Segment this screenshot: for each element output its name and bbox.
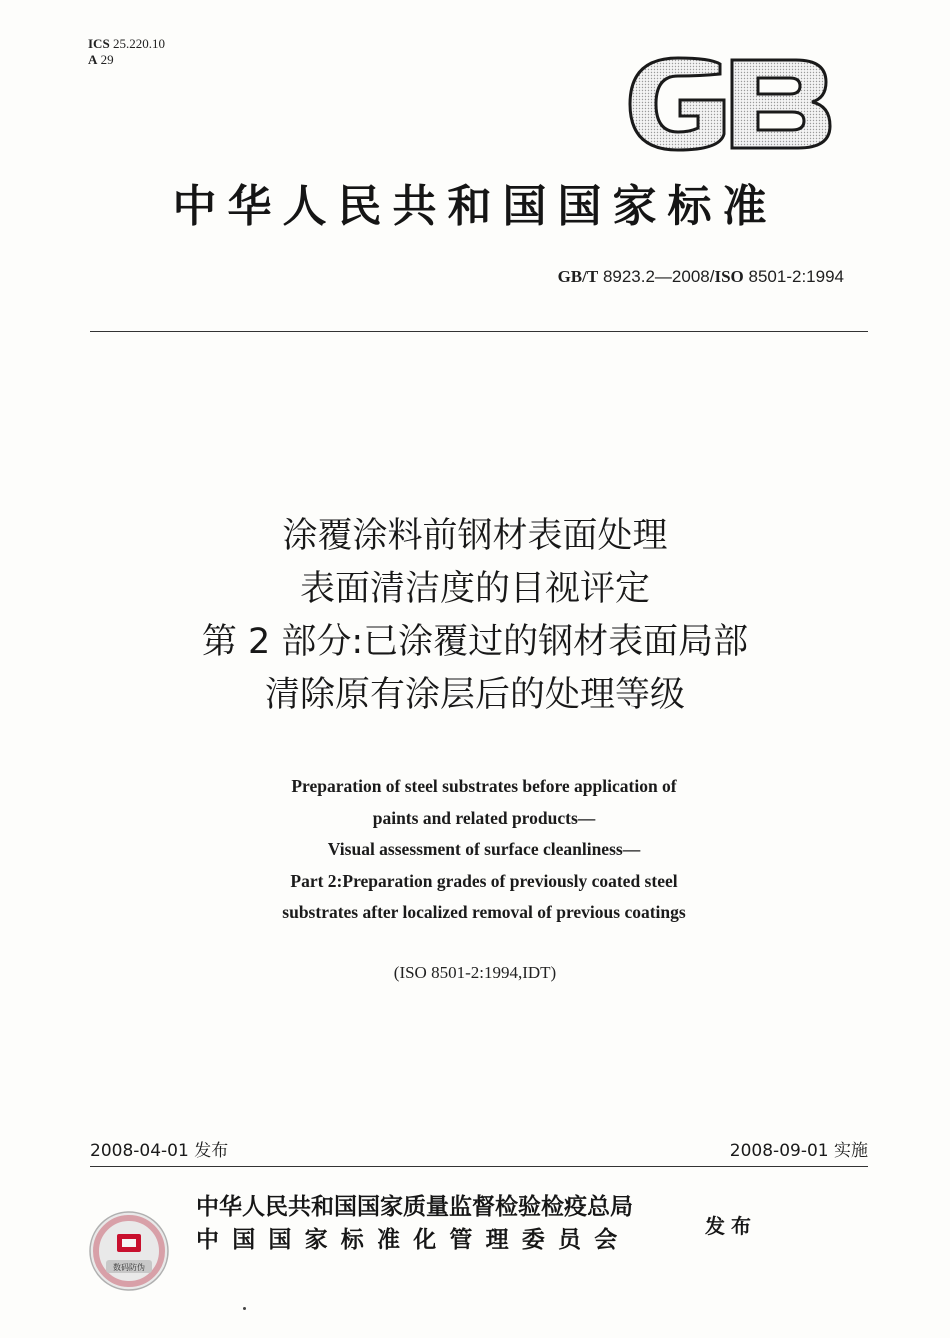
- chinese-title-line-4: 清除原有涂层后的处理等级: [264, 675, 685, 715]
- chinese-title-line-1: 涂覆涂料前钢材表面处理: [282, 516, 668, 556]
- issuer-line-2: 中国国家标准化管理委员会: [196, 1226, 631, 1253]
- standard-number-iso-prefix: ISO: [714, 267, 744, 286]
- seal-label: 数码防伪: [113, 1263, 145, 1272]
- gb-logo: [620, 56, 835, 152]
- ics-code-line: [88, 36, 165, 52]
- standard-number-iso: 8501-2:1994: [748, 267, 844, 286]
- national-standard-title: 中华人民共和国国家标准: [172, 181, 778, 232]
- scan-speck: [243, 1307, 246, 1310]
- chinese-title-line-2: 表面清洁度的目视评定: [299, 569, 650, 609]
- gb-logo-letter-g: [630, 58, 724, 150]
- chinese-title-line-3: 第 2 部分:已涂覆过的钢材表面局部: [201, 622, 749, 662]
- bottom-divider: [90, 1166, 868, 1167]
- ccs-label: A: [88, 52, 98, 67]
- issuing-authorities: [196, 1190, 633, 1256]
- iso-equivalence: (ISO 8501-2:1994,IDT): [393, 963, 557, 982]
- chinese-title: [0, 510, 950, 722]
- ics-label: ICS: [88, 36, 110, 51]
- ics-code: 25.220.10: [112, 36, 165, 51]
- english-title-line-4: Part 2:Preparation grades of previously coated steel: [290, 870, 678, 891]
- classification-codes: [88, 36, 165, 68]
- implementation-date: 2008-09-01 实施: [729, 1141, 868, 1161]
- gb-logo-letter-b: [732, 60, 830, 148]
- standard-number-prefix: GB/T: [557, 267, 599, 286]
- english-title: [0, 771, 950, 929]
- english-title-line-1: Preparation of steel substrates before application of: [291, 776, 677, 796]
- english-title-line-5: substrates after localized removal of previous coatings: [282, 902, 686, 922]
- english-title-line-3: Visual assessment of surface cleanliness—: [327, 839, 641, 859]
- standard-number-main: 8923.2—2008/: [602, 267, 715, 286]
- top-divider: [90, 331, 868, 332]
- issuer-line-1: 中华人民共和国国家质量监督检验检疫总局: [196, 1193, 633, 1220]
- ccs-code-line: [88, 52, 165, 68]
- english-title-line-2: paints and related products—: [372, 807, 596, 828]
- ccs-code: 29: [100, 52, 114, 67]
- issue-date: 2008-04-01 发布: [90, 1141, 229, 1161]
- anti-counterfeit-seal: [88, 1210, 170, 1292]
- publish-label: 发布: [705, 1214, 757, 1238]
- standard-number: [558, 267, 844, 287]
